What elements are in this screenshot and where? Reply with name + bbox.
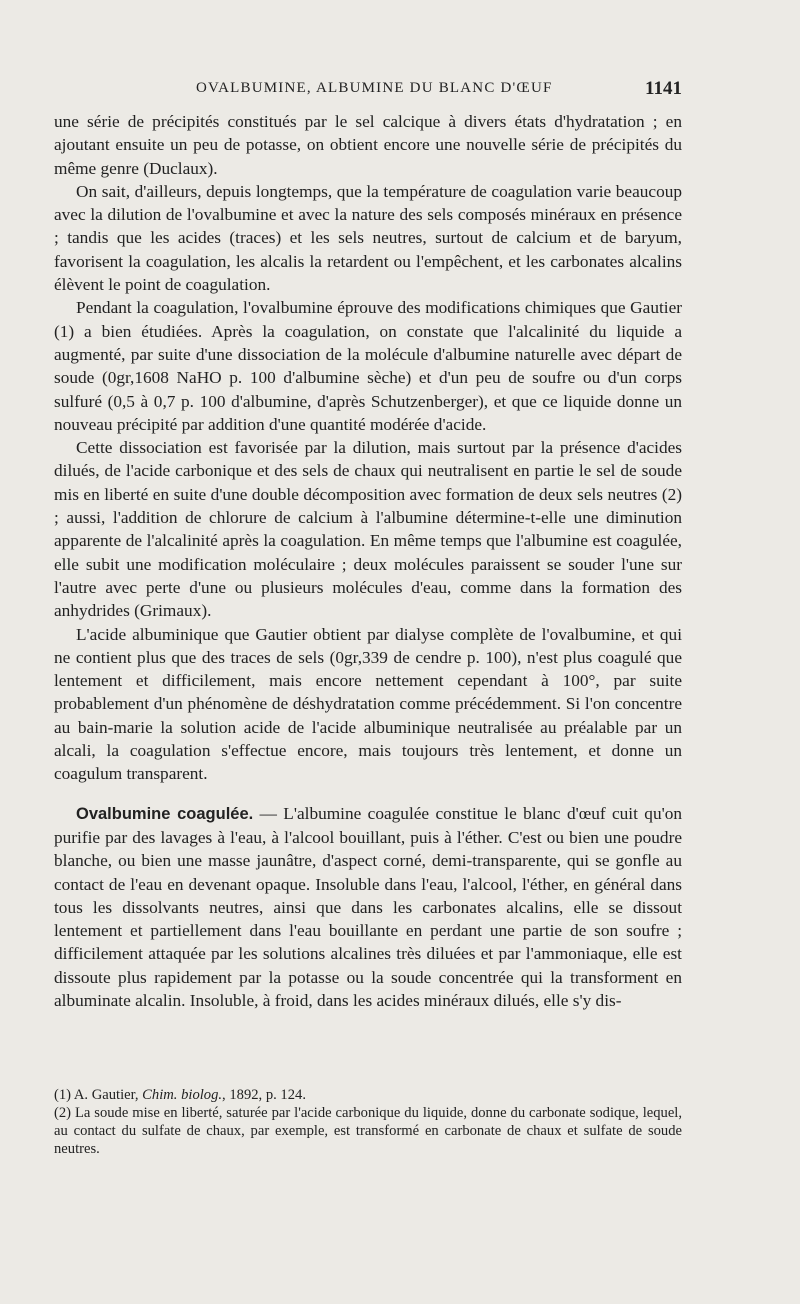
section-ovalbumine-coagulee — [54, 802, 682, 1013]
paragraph-albuminic-acid: L'acide albuminique que Gautier obtient par dialyse complète de l'ovalbumine, et qui ne contient plus que des traces de sels (0gr,339 de cendre p. 100), n'est plus coagulé que lentement et difficilement, mais encore nettement cependant à 100°, par suite probablement d'un phénomène de déshydratation comme précédemment. Si l'on concentre au bain-marie la solution acide de l'acide albuminique neutralisée au préalable par un alcali, la coagulation s'effectue encore, mais toujours très lentement, et donne un coagulum transparent. — [54, 624, 682, 784]
section-text: — L'albumine coagulée constitue le blanc d'œuf cuit qu'on purifie par des lavages à l'eau, à l'alcool bouillant, puis à l'éther. C'est ou bien une poudre blanche, ou bien une masse jaunâtre, d'aspect corné, demi-transparente, qui se gonfle au contact de l'eau en devenant opaque. Insoluble dans l'eau, l'alcool, l'éther, en général dans tous les dissolvants neutres, ainsi que dans les carbonates alcalins, elle se dissout lentement et partiellement dans l'eau bouillante en perdant une partie de son soufre ; difficilement attaquée par les solutions alcalines très diluées et par l'ammoniaque, elle est dissoute plus rapidement par la potasse ou la soude concentrée qui la transforment en albuminate alcalin. Insoluble, à froid, dans les acides minéraux dilués, elle s'y dis- — [54, 803, 682, 1010]
running-header — [56, 80, 682, 104]
paragraph-continuation: une série de précipités constitués par le sel calcique à divers états d'hydratation ; en ajoutant ensuite un peu de potasse, on obtient encore une nouvelle série de précipités du même genre (Duclaux). — [54, 112, 682, 178]
paragraph-dissociation: Cette dissociation est favorisée par la dilution, mais surtout par la présence d'acides dilués, de l'acide carbonique et des sels de chaux qui neutralisent en partie le sel de soude mis en liberté en suite d'une double décomposition avec formation de deux sels neutres (2) ; aussi, l'addition de chlorure de calcium à l'albumine détermine-t-elle une diminution apparente de l'alcalinité après la coagulation. En même temps que l'albumine est coagulée, elle subit une modification moléculaire ; deux molécules paraissent se souder l'une sur l'autre avec perte d'une ou plusieurs molécules d'eau, comme dans la formation des anhydrides (Grimaux). — [54, 438, 682, 621]
section-title: Ovalbumine coagulée. — [76, 804, 254, 823]
paragraph-coagulation-temperature: On sait, d'ailleurs, depuis longtemps, que la température de coagulation varie beaucoup avec la dilution de l'ovalbumine et avec la nature des sels composés minéraux en présence ; tandis que les acides (traces) et les sels neutres, surtout de calcium et de baryum, favorisent la coagulation, les alcalis la retardent ou l'empêchent, et les carbonates alcalins élèvent le point de coagulation. — [54, 181, 682, 295]
footnote-1 — [54, 1086, 682, 1104]
footnote-2: (2) La soude mise en liberté, saturée par l'acide carbonique du liquide, donne du carbonate sodique, lequel, au contact du sulfate de chaux, par exemple, est transformé en carbonate de chaux et sulfate de soude neutres. — [54, 1105, 682, 1157]
footnotes — [54, 1086, 682, 1158]
page-number: 1141 — [645, 78, 682, 99]
footnote-1-italic: Chim. biolog. — [142, 1087, 223, 1103]
running-title: OVALBUMINE, ALBUMINE DU BLANC D'ŒUF — [196, 80, 553, 96]
main-text — [54, 110, 682, 1012]
paragraph-chemical-modifications: Pendant la coagulation, l'ovalbumine éprouve des modifications chimiques que Gautier (1) a bien étudiées. Après la coagulation, on constate que l'alcalinité du liquide a augmenté, par suite d'une dissociation de la molécule d'albumine naturelle avec départ de soude (0gr,1608 NaHO p. 100 d'albumine sèche) et d'un peu de soufre ou d'un corps sulfuré (0,5 à 0,7 p. 100 d'albumine, d'après Schutzenberger), et que ce liquide donne un nouveau précipité par addition d'une quantité modérée d'acide. — [54, 298, 682, 434]
footnote-1-prefix: (1) A. Gautier, — [54, 1087, 143, 1103]
footnote-1-suffix: , 1892, p. 124. — [222, 1087, 306, 1103]
